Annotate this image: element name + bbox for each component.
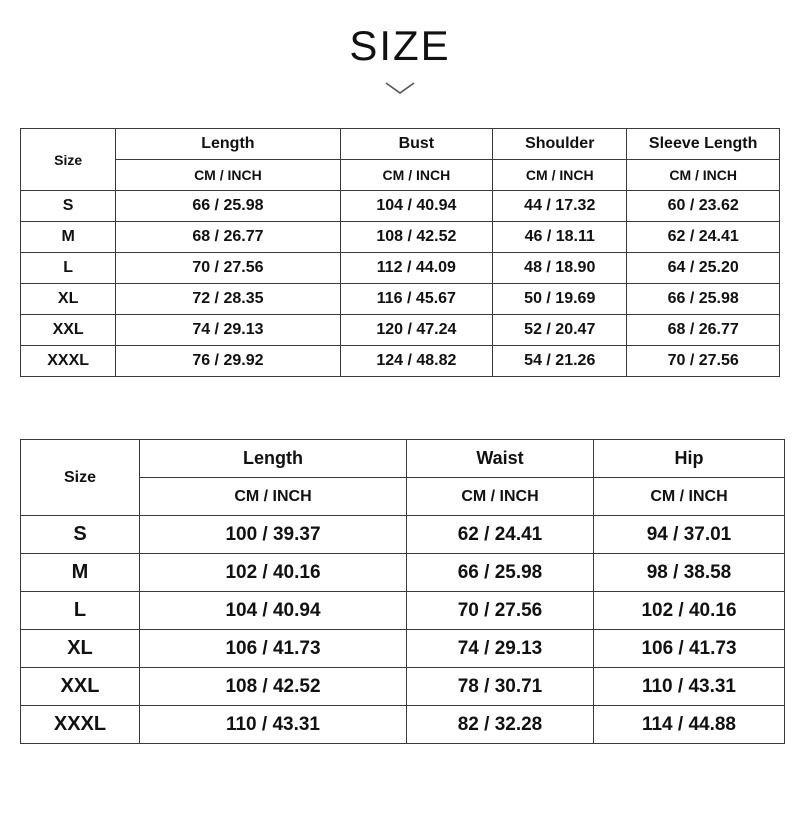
top-size-chart <box>20 128 780 377</box>
row-size: XXL <box>21 315 116 346</box>
row-size: S <box>21 516 140 554</box>
cell-hip: 110 / 43.31 <box>594 668 785 706</box>
cell-bust: 120 / 47.24 <box>340 315 493 346</box>
cell-bust: 124 / 48.82 <box>340 346 493 377</box>
column-header-hip: Hip <box>594 440 785 478</box>
cell-waist: 82 / 32.28 <box>407 706 594 744</box>
corner-label: Size <box>21 440 140 516</box>
cell-shoulder: 52 / 20.47 <box>493 315 627 346</box>
row-size: XXXL <box>21 346 116 377</box>
table-header-row <box>21 129 780 160</box>
cell-shoulder: 50 / 19.69 <box>493 284 627 315</box>
column-header-bust: Bust <box>340 129 493 160</box>
cell-waist: 74 / 29.13 <box>407 630 594 668</box>
cell-sleeve-length: 70 / 27.56 <box>627 346 780 377</box>
column-header-shoulder: Shoulder <box>493 129 627 160</box>
cell-shoulder: 54 / 21.26 <box>493 346 627 377</box>
row-size: XL <box>21 284 116 315</box>
cell-sleeve-length: 68 / 26.77 <box>627 315 780 346</box>
cell-length: 110 / 43.31 <box>140 706 407 744</box>
bottom-size-chart <box>20 439 785 744</box>
table-header-row <box>21 440 785 478</box>
unit-sleeve-length: CM / INCH <box>627 160 780 191</box>
cell-length: 76 / 29.92 <box>116 346 340 377</box>
column-header-length: Length <box>116 129 340 160</box>
row-size: L <box>21 592 140 630</box>
row-size: M <box>21 554 140 592</box>
table-row <box>21 516 785 554</box>
cell-length: 68 / 26.77 <box>116 222 340 253</box>
cell-length: 100 / 39.37 <box>140 516 407 554</box>
cell-length: 70 / 27.56 <box>116 253 340 284</box>
cell-shoulder: 46 / 18.11 <box>493 222 627 253</box>
table-unit-row <box>21 160 780 191</box>
cell-length: 108 / 42.52 <box>140 668 407 706</box>
column-header-waist: Waist <box>407 440 594 478</box>
cell-length: 104 / 40.94 <box>140 592 407 630</box>
bottom-size-chart-wrapper <box>20 439 780 744</box>
table-row <box>21 346 780 377</box>
table-row <box>21 706 785 744</box>
unit-hip: CM / INCH <box>594 478 785 516</box>
table-row <box>21 554 785 592</box>
unit-waist: CM / INCH <box>407 478 594 516</box>
cell-length: 102 / 40.16 <box>140 554 407 592</box>
table-row <box>21 191 780 222</box>
cell-shoulder: 44 / 17.32 <box>493 191 627 222</box>
table-row <box>21 222 780 253</box>
cell-length: 74 / 29.13 <box>116 315 340 346</box>
page-title: SIZE <box>349 22 451 69</box>
cell-waist: 62 / 24.41 <box>407 516 594 554</box>
unit-bust: CM / INCH <box>340 160 493 191</box>
unit-length: CM / INCH <box>116 160 340 191</box>
table-row <box>21 315 780 346</box>
table-row <box>21 284 780 315</box>
table-row <box>21 668 785 706</box>
cell-length: 66 / 25.98 <box>116 191 340 222</box>
cell-shoulder: 48 / 18.90 <box>493 253 627 284</box>
column-header-sleeve-length: Sleeve Length <box>627 129 780 160</box>
cell-hip: 114 / 44.88 <box>594 706 785 744</box>
chevron-down-icon <box>383 80 417 96</box>
cell-waist: 66 / 25.98 <box>407 554 594 592</box>
cell-sleeve-length: 64 / 25.20 <box>627 253 780 284</box>
row-size: M <box>21 222 116 253</box>
cell-bust: 112 / 44.09 <box>340 253 493 284</box>
row-size: XL <box>21 630 140 668</box>
unit-shoulder: CM / INCH <box>493 160 627 191</box>
cell-bust: 108 / 42.52 <box>340 222 493 253</box>
column-header-length: Length <box>140 440 407 478</box>
row-size: L <box>21 253 116 284</box>
unit-length: CM / INCH <box>140 478 407 516</box>
table-row <box>21 630 785 668</box>
cell-hip: 106 / 41.73 <box>594 630 785 668</box>
corner-label: Size <box>21 129 116 191</box>
cell-sleeve-length: 62 / 24.41 <box>627 222 780 253</box>
cell-bust: 104 / 40.94 <box>340 191 493 222</box>
top-size-chart-wrapper <box>20 128 780 377</box>
cell-bust: 116 / 45.67 <box>340 284 493 315</box>
cell-sleeve-length: 60 / 23.62 <box>627 191 780 222</box>
table-row <box>21 253 780 284</box>
cell-length: 72 / 28.35 <box>116 284 340 315</box>
row-size: XXL <box>21 668 140 706</box>
cell-waist: 78 / 30.71 <box>407 668 594 706</box>
cell-length: 106 / 41.73 <box>140 630 407 668</box>
cell-sleeve-length: 66 / 25.98 <box>627 284 780 315</box>
table-row <box>21 592 785 630</box>
cell-hip: 98 / 38.58 <box>594 554 785 592</box>
cell-waist: 70 / 27.56 <box>407 592 594 630</box>
cell-hip: 94 / 37.01 <box>594 516 785 554</box>
row-size: S <box>21 191 116 222</box>
cell-hip: 102 / 40.16 <box>594 592 785 630</box>
size-chart-page <box>0 22 800 822</box>
row-size: XXXL <box>21 706 140 744</box>
